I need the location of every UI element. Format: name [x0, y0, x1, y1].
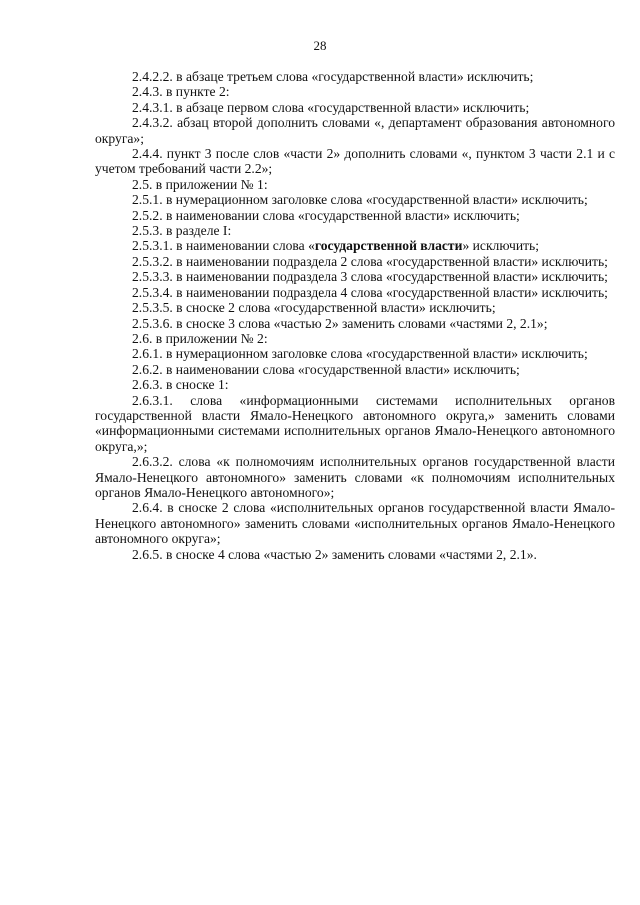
- paragraph-text-after: » исключить;: [462, 238, 540, 254]
- paragraph-2-5-3-6: 2.5.3.6. в сноске 3 слова «частью 2» заменить словами «частями 2, 2.1»;: [132, 315, 548, 331]
- paragraph-2-4-2-2: 2.4.2.2. в абзаце третьем слова «государственной власти» исключить;: [132, 69, 534, 84]
- paragraph-2-6-3: 2.6.3. в сноске 1:: [132, 377, 229, 393]
- paragraph-text-before: 2.5.3.1. в наименовании слова «: [132, 238, 315, 254]
- paragraph-2-4-4: 2.4.4. пункт 3 после слов «части 2» дополнить словами «, пунктом 3 части 2.1 и с учетом требований части 2.2»;: [95, 146, 615, 177]
- paragraph-2-5-2: 2.5.2. в наименовании слова «государственной власти» исключить;: [132, 207, 520, 223]
- paragraph-2-6-3-2: 2.6.3.2. слова «к полномочиям исполнительных органов государственной власти Ямало-Ненецкого автономного» заменить словами «к полномочиям исполнительных органов Ямало-Ненецкого автономного»;: [95, 454, 615, 500]
- bold-phrase: государственной власти: [314, 238, 463, 254]
- paragraph-2-5: 2.5. в приложении № 1:: [132, 176, 268, 192]
- paragraph-2-5-3-5: 2.5.3.5. в сноске 2 слова «государственной власти» исключить;: [132, 300, 496, 316]
- paragraph-2-4-3-2: 2.4.3.2. абзац второй дополнить словами «, департамент образования автономного округа»;: [95, 115, 615, 146]
- paragraph-2-5-3-3: 2.5.3.3. в наименовании подраздела 3 слова «государственной власти» исключить;: [132, 269, 608, 285]
- page-number: 28: [313, 38, 327, 53]
- paragraph-2-4-3: 2.4.3. в пункте 2:: [132, 84, 230, 100]
- paragraph-2-4-3-1: 2.4.3.1. в абзаце первом слова «государственной власти» исключить;: [132, 99, 530, 115]
- paragraph-2-5-3-4: 2.5.3.4. в наименовании подраздела 4 слова «государственной власти» исключить;: [132, 284, 608, 300]
- paragraph-2-5-3-1: [95, 238, 615, 253]
- paragraph-2-6-5: 2.6.5. в сноске 4 слова «частью 2» заменить словами «частями 2, 2.1».: [132, 546, 537, 562]
- paragraph-2-6-4: 2.6.4. в сноске 2 слова «исполнительных органов государственной власти Ямало-Ненецкого автономного» заменить словами «исполнительных органов Ямало-Ненецкого автономного округа»;: [95, 500, 615, 547]
- paragraph-2-6: 2.6. в приложении № 2:: [132, 330, 268, 346]
- paragraph-2-5-3: 2.5.3. в разделе I:: [132, 223, 232, 239]
- paragraph-2-6-1: 2.6.1. в нумерационном заголовке слова «государственной власти» исключить;: [132, 346, 588, 362]
- document-body: [95, 69, 615, 562]
- paragraph-2-6-2: 2.6.2. в наименовании слова «государственной власти» исключить;: [132, 361, 520, 377]
- paragraph-2-5-1: 2.5.1. в нумерационном заголовке слова «государственной власти» исключить;: [132, 192, 588, 208]
- paragraph-2-6-3-1: 2.6.3.1. слова «информационными системами исполнительных органов государственной власти Ямало-Ненецкого автономного округа,» заменить словами «информационными системами исполнительных органов Ямало-Ненецкого автономного округа,»;: [95, 392, 615, 454]
- paragraph-2-5-3-2: 2.5.3.2. в наименовании подраздела 2 слова «государственной власти» исключить;: [132, 253, 608, 269]
